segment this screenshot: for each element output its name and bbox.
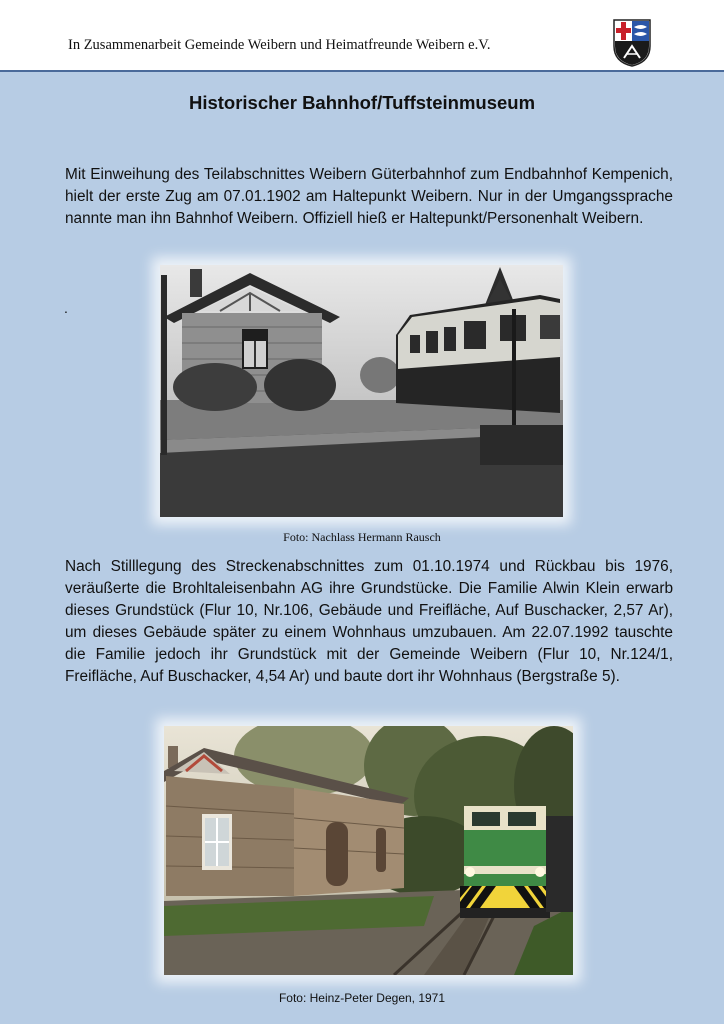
photo1-caption: Foto: Nachlass Hermann Rausch	[283, 530, 441, 544]
coat-of-arms-icon	[612, 18, 652, 68]
page-header	[0, 0, 724, 72]
station-locomotive-photo	[164, 726, 573, 975]
page-title: Historischer Bahnhof/Tuffsteinmuseum	[188, 92, 536, 113]
paragraph-intro: Mit Einweihung des Teilabschnittes Weibern Güterbahnhof zum Endbahnhof Kempenich, hielt der erste Zug am 07.01.1902 am Haltepunkt Weibern. Nur in der Umgangssprache nannte man ihn Bahnhof Weibern. Offiziell hieß er Haltepunkt/Personenhalt Weibern.	[65, 166, 673, 227]
paragraph-history: Nach Stilllegung des Streckenabschnittes zum 01.10.1974 und Rückbau bis 1976, veräußerte die Brohltaleisenbahn AG ihre Grundstücke. Die Familie Alwin Klein erwarb dieses Grundstück (Flur 10, Nr.106, Gebäude und Freifläche, Auf Buschacker, 2,57 Ar), um dieses Gebäude später zu einem Wohnhaus umzubauen. Am 22.07.1992 tauschte die Familie jedoch ihr Grundstück mit der Gemeinde Weibern (Flur 10, Nr.124/1, Freifläche, Auf Buschacker, 4,54 Ar) und baute dort ihr Wohnhaus (Bergstraße 5).	[65, 558, 673, 685]
photo2-caption: Foto: Heinz-Peter Degen, 1971	[278, 991, 446, 1005]
stray-dot: .	[64, 300, 68, 316]
historic-station-photo	[160, 265, 563, 517]
header-text: In Zusammenarbeit Gemeinde Weibern und Heimatfreunde Weibern e.V.	[68, 37, 491, 53]
